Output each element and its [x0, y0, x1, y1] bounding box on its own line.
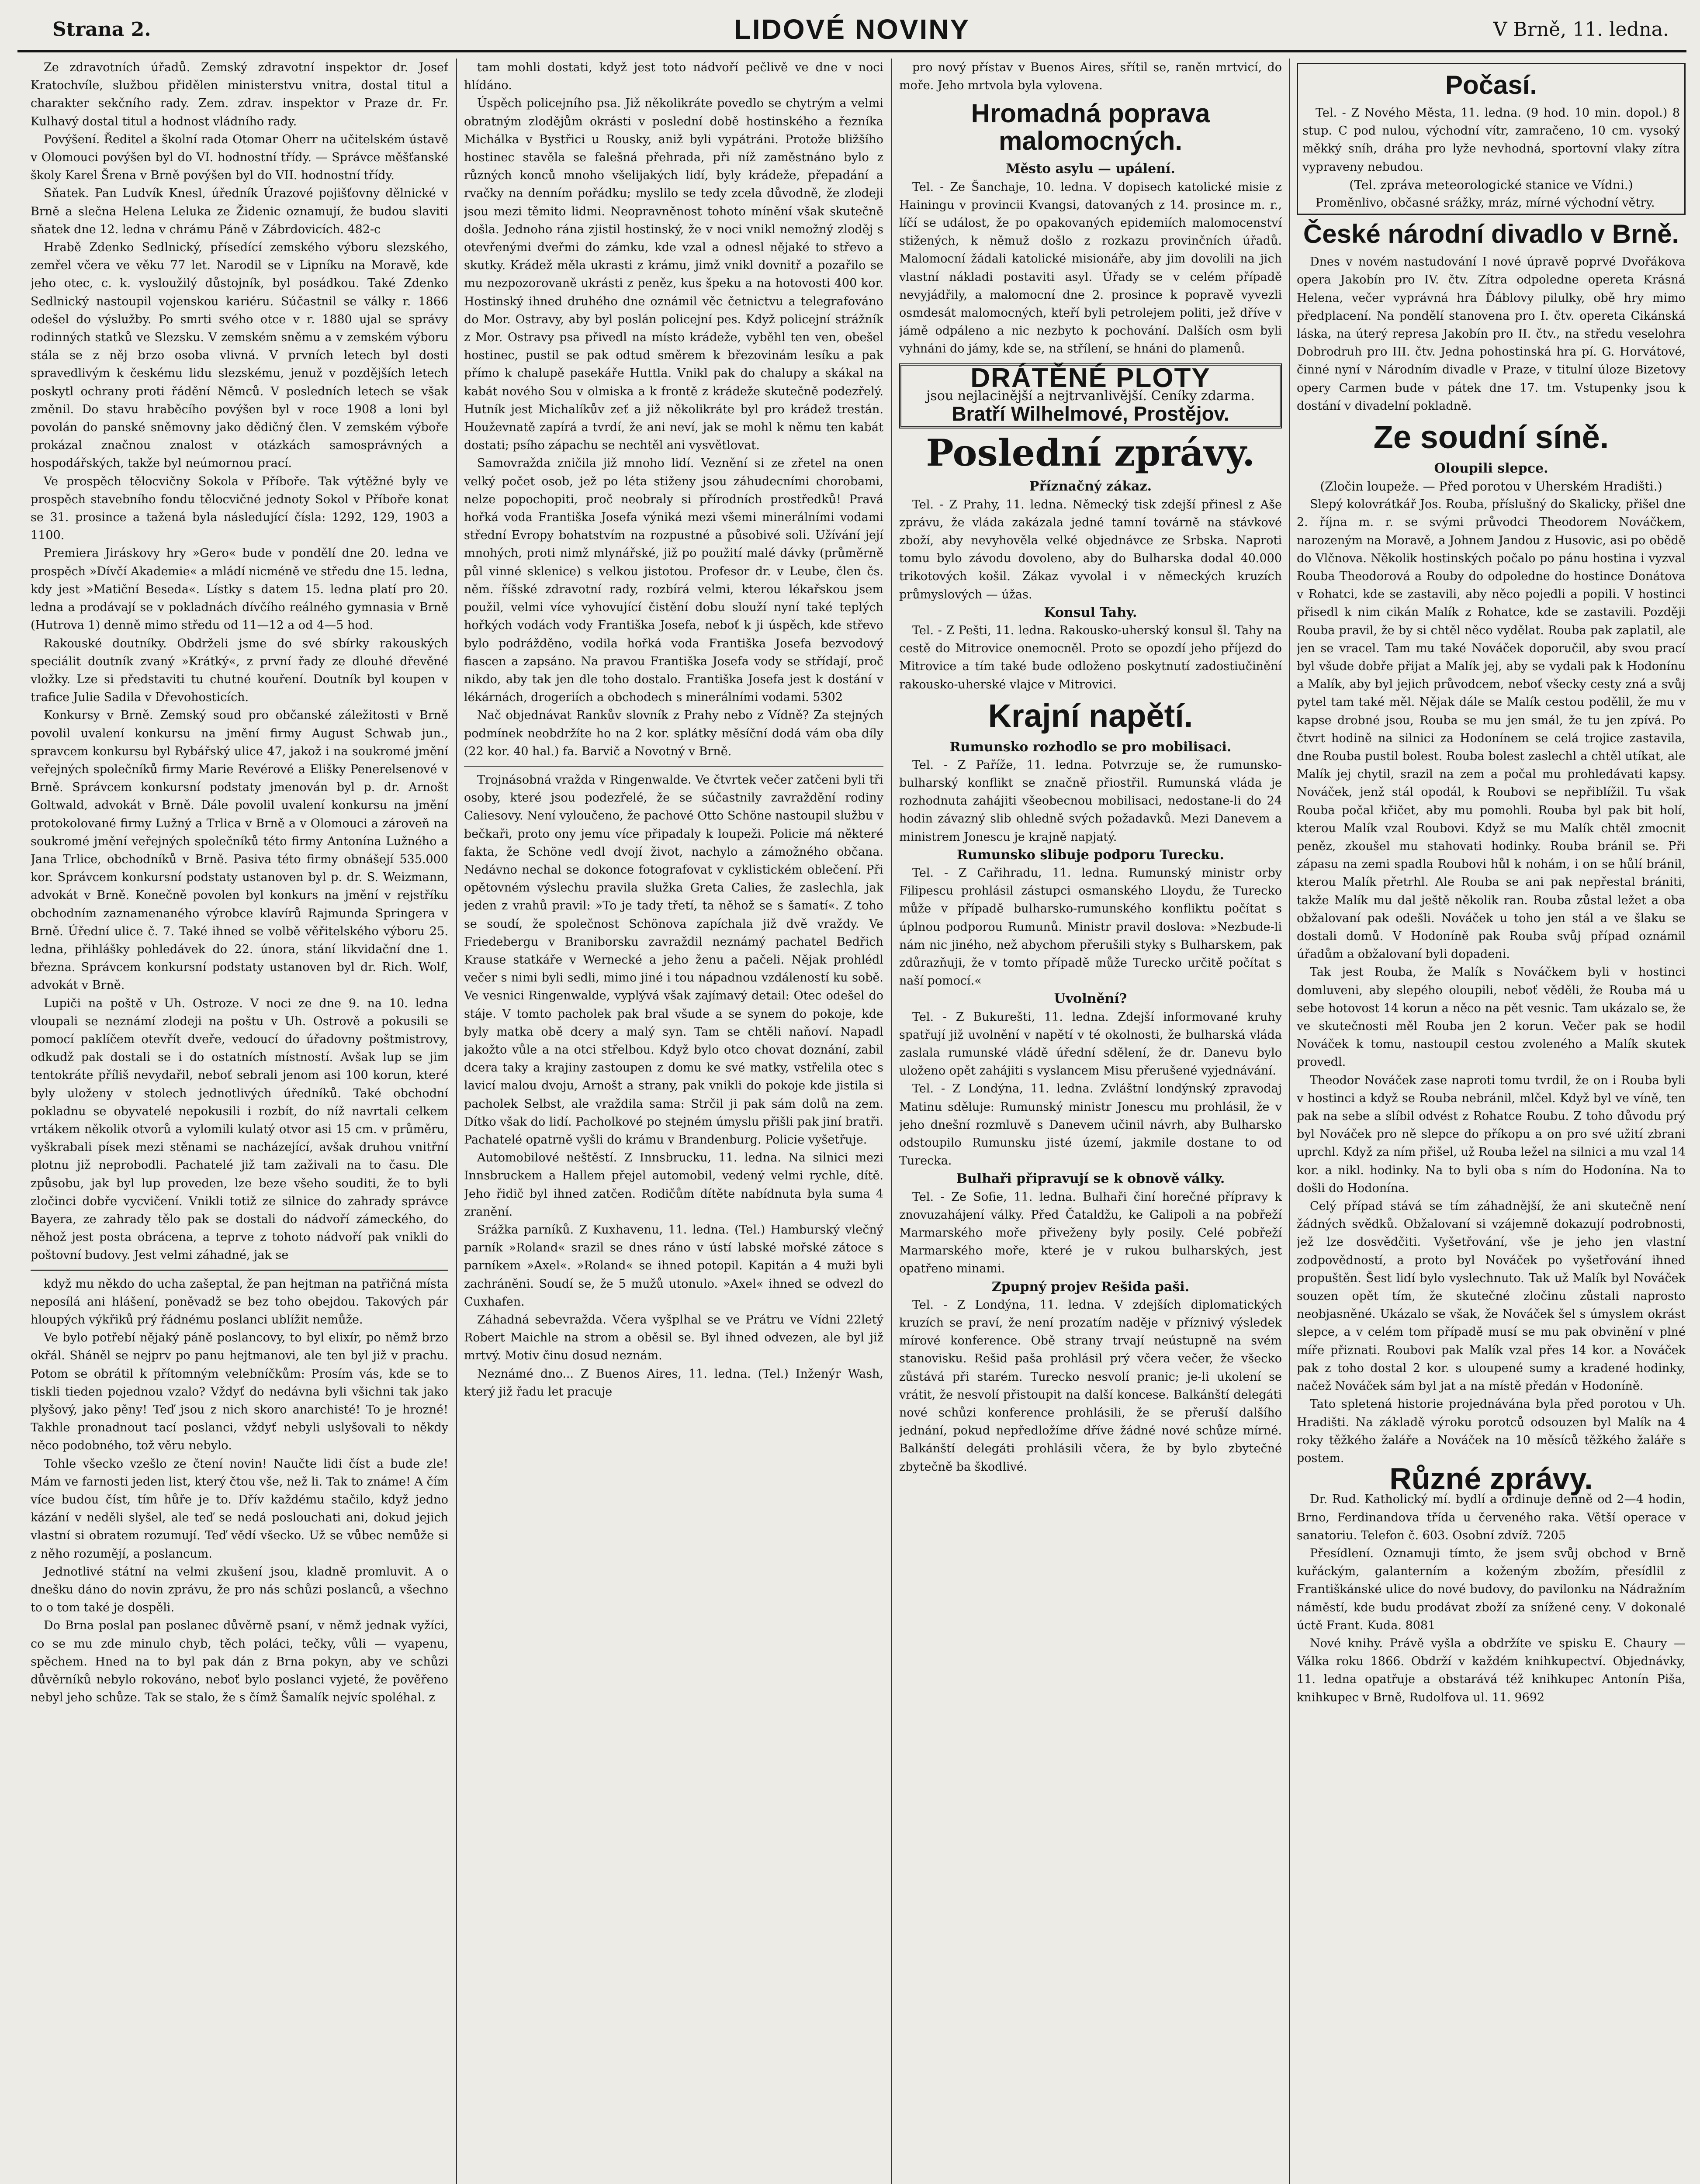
weather-note: (Tel. zpráva meteorologické stanice ve Vídni.) — [1349, 177, 1633, 192]
column-divider — [1289, 59, 1290, 2184]
article-londyn: Tel. - Z Londýna, 11. ledna. Zvláštní londýnský zpravodaj Matinu sděluje: Rumunský ministr Jonescu mu prohlásil, že v jeho dnešní rozmluvě s Danevem učinil návrh, aby Bulharsko odstoupilo Rumunsku jisté území, jakmile dostane to od Turecka. — [899, 1082, 1282, 1168]
feuilleton-paragraph: když mu někdo do ucha zašeptal, že pan hejtman na patřičná místa neposílá ani hlášení, poněvadž se bez toho obejdou. Takových pár hloupých výkřiků prý řádnému poslanci ublížit nemůže. — [31, 1277, 448, 1327]
column-1 — [31, 59, 448, 2184]
feuilleton-paragraph: Tohle všecko vzešlo ze čtení novin! Naučte lidi číst a bude zle! Mám ve farnosti jeden list, který čtou vše, než li. Tak to známe! A čím více budou číst, tím hůře je to. Dřív každému stačilo, když jedno kázání v neděli slyšel, ale teď se nedá poslouchati ani, dokud jejich vlastní si obratem rozumují. Teď vědí všecko. Už se vůbec nemůže si z něho rozumějí, a poslancum. — [31, 1457, 448, 1561]
feuilleton-paragraph: Jednotlivé státní na velmi zkušení jsou, kladně promluvit. A o dnešku dáno do novin zprávu, že pro nás schůzi poslanců, a všechno to o tom také je dospěli. — [31, 1565, 448, 1615]
subheadline: Zpupný projev Rešida paši. — [991, 1279, 1190, 1295]
advert-firm: Bratří Wilhelmové, Prostějov. — [952, 402, 1229, 425]
notice-presidleni: Přesídlení. Oznamuji tímto, že jsem svůj obchod v Brně kuřáckým, galanterním a koženým zbožím, přesídlil z Františkánské ulice do nové budovy, do pavilonku na Nádražním náměstí, kde budu prodávat zboží za snížené ceny. V dokonalé úctě Frant. Kuda. 8081 — [1297, 1546, 1686, 1632]
feuilleton-paragraph: Ve bylo potřebí nějaký páně poslancovy, to byl elixír, po němž brzo okřál. Sháněl se nejprv po panu hejtmanovi, ale ten byl již v prachu. Potom se obrátil k přítomným velebníčkům: Prosím vás, kde se to tiskli tieden pojednou vzalo? Vždyť do nedávna byli všichni tak jako plyšový, jako pěny! Teď jsou z nich skoro anarchisté! To je hrozné! Takhle pronadnout tací poslanci, vždyť nebyli uslyšovali to někdy něco podobného, tož věru nebylo. — [31, 1331, 448, 1453]
subheadline-note: (Zločin loupeže. — Před porotou v Uherském Hradišti.) — [1320, 479, 1662, 494]
article-jirasek-premiera: Premiera Jiráskovy hry »Gero« bude v pondělí dne 20. ledna ve prospěch »Dívčí Akademie« a mládí nicméně ve středu dne 15. ledna, kdy jest »Matiční Beseda«. Lístky s datem 15. ledna platí pro 20. ledna a prodávají se v pokladnách dívčího reálného gymnasia v Brně (Hutrova 1) denně mimo středu od 11—12 a od 4—5 hod. — [31, 546, 448, 632]
article-doutniky: Rakouské doutníky. Obdrželi jsme do své sbírky rakouských speciálit doutník zvaný »Krátký«, z první řady ze dlouhé dřevěné vložky. Lze si představiti tu chutné kouření. Doutník byl koupen v trafice Julie Sadila v Dřevohosticích. — [31, 636, 448, 705]
article-srazka-parniku: Srážka parníků. Z Kuxhavenu, 11. ledna. (Tel.) Hamburský vlečný parník »Roland« srazil se dnes ráno v ústí labské mořské zátoce s parníkem »Axel«. »Roland« se ihned potopil. Kapitán a 4 muži byli zachráněni. Soudí se, že 5 mužů utonulo. »Axel« ihned se odvezl do Cuxhafen. — [464, 1223, 883, 1309]
article-slepec: Slepý kolovrátkář Jos. Rouba, příslušný do Skalicky, přišel dne 2. října m. r. se svými průvodci Theodorem Nováčkem, narozeným na Moravě, a Johnem Jandou z Husovic, asi po obědě do Vlčnova. Několik hostinských počalo po pánu hostina i vyzval Rouba Theodorová a Rouby do odpoledne do hostince Donátova v Rohatci, kde se zastavili, aby něco pojedli a popili. V hostinci přisedl k nim cikán Malík z Rohatce, kde se zastavili. Později Rouba pravil, že by si chtěl něco vydělat. Rouba pak zaplatil, ale jen se vracel. Tam mu také Nováček doporučil, aby svou prací byl všude dobře přijat a Malík jej, aby se vydali pak k Hodonínu a Malík, aby byl jejich průvodcem, neboť všecky cesty zná a svůj pytel tam také měl. Nějak dále se Malík cestou podělil, že mu v kapse drobné jsou, Rouba se mu jen smál, že tu jen zpívá. Po čtvrt hodině na silnici za Hodonínem se celá trojice zastavila, dne Rouba pustil bolest. Rouba bolest zaslechl a chtěl utíkat, ale Malík jej chytil, srazil na zem a počal mu prohledávati kapsy. Nováček, jenž stál opodál, k Roubovi se nepřiblížil. Tu však Rouba počal křičet, aby mu pomohli. Rouba byl pak bit holí, kterou Malík vzal Roubovi. Když se mu Malík chtěl zmocnit peněz, zkoušel mu stahovati hodinky. Rouba bránil se. Při zápasu na zemi spadla Roubovi hůl k nohám, i on se hůlí bránil, kterou Malík přetrhl. Ale Rouba se ani pak nepřestal brániti, takže Malík mu dal ještě několik ran. Rouba zůstal ležet a oba obžalovaní pak odešli. Nováček u toho jen stál a ve šlaku se dostali domů. V Hodoníně pak Rouba svůj případ oznámil úřadům a obžalovaní byli dopadeni. — [1297, 498, 1686, 961]
column-divider — [456, 59, 457, 2184]
subheadline: Bulhaři připravují se k obnově války. — [956, 1171, 1225, 1187]
article-continuation: pro nový přístav v Buenos Aires, sřítil se, raněn mrtvicí, do moře. Jeho mrtvola byla vylovena. — [899, 61, 1282, 93]
subheadline: Rumunsko rozhodlo se pro mobilisaci. — [949, 739, 1232, 755]
subheadline: Příznačný zákaz. — [1029, 479, 1152, 494]
article-zakaz: Tel. - Z Prahy, 11. ledna. Německý tisk zdejší přinesl z Aše zprávu, že vláda zakázala jedné tamní továrně na stávkové zboží, aby nevyhověla velké objednávce ze Srbska. Naproti tomu bylo závodu dovoleno, aby do Bulharska dodal 40.000 trikotových košil. Zákaz vyvolal i v německých kruzích průmyslových — úžas. — [899, 498, 1282, 601]
article-uvolneni: Tel. - Z Bukurešti, 11. ledna. Zdejší informované kruhy spatřují již uvolnění v napětí v té okolnosti, že bulharská vláda zaslala rumunské vládě úřední sdělení, že dr. Danevu bylo uloženo opět zahájiti s vyslancem Misu přerušené vyjednávání. — [899, 1010, 1282, 1078]
advert-title: DRÁTĚNÉ PLOTY — [970, 363, 1211, 393]
subheadline: Konsul Tahy. — [1044, 605, 1137, 620]
subheadline: Oloupili slepce. — [1434, 460, 1548, 476]
article-malomocni: Tel. - Ze Šanchaje, 10. ledna. V dopisech katolické misie z Hainingu v provincii Kvangsi, datovaných z 14. prosince m. r., líčí se událost, že po opakovaných epidemiích malomocenství stižených, k němuž došlo z rozkazu provinčních úřadů. Malomocní žádali katolické misionáře, aby jim dovolili na jich vlastní nákladi postaviti asyl. Úřady se v celém případě nevyjádřily, a malomocní dne 2. prosince k popravě vyvezli osmdesát malomocných, kteří byli petrolejem politi, jež dříve v jámě odpáleno a nic nezbyto k pochování. Dalších osm byli vyhnáni do jámy, kde se, na střílení, se hnáni do plamenů. — [899, 180, 1282, 356]
page-number: Strana 2. — [52, 18, 151, 41]
article-automobil: Automobilové neštěstí. Z Innsbrucku, 11. ledna. Na silnici mezi Innsbruckem a Hallem přejel automobil, vedený velmi rychle, dítě. Jeho řidič byl ihned zatčen. Rodičům dítěte nabídnuta byla suma 4 zranění. — [464, 1151, 883, 1219]
article-resid-pasa: Tel. - Z Londýna, 11. ledna. V zdejších diplomatických kruzích se praví, že není prozatím naděje v příznivý výsledek mírové konference. Obě strany trvají neústupně na svém stanovisku. Rešid paša prohlásil prý včera večer, že všecko zůstává při starém. Turecko nesvolí pranic; je-li ukolení se vrátit, že nesvolí přistoupit na další koncese. Balkánští delegáti nové schůzi konference prohlásili, že se přeruší dalšího jednání, pokud nepředložíme dříve žádné nové schůze mírné. Balkánští delegáti prohlásili včera, že by bylo zbytečné zbytečně ba škodlivé. — [899, 1298, 1282, 1474]
article-snatek: Sňatek. Pan Ludvík Knesl, úředník Úrazové pojišťovny dělnické v Brně a slečna Helena Leluka ze Židenic oznamují, že budou slaviti sňatek dne 12. ledna v chrámu Páně v Zábrdovicích. 482-c — [31, 187, 448, 236]
notice-nove-knihy: Nové knihy. Právě vyšla a obdržíte ve spisku E. Chaury — Válka roku 1866. Obdrží v každém knihkupectví. Objednávky, 11. ledna opatřuje a obstarává též knihkupec Antonín Piša, knihkupec v Brně, Rudolfova ul. 11. 9692 — [1297, 1636, 1686, 1704]
article-slepec: Tak jest Rouba, že Malík s Nováčkem byli v hostinci domluveni, aby slepého oloupili, neboť věděli, že Rouba má u sebe hotovost 14 korun a něco na pět vesnic. Tam ukázalo se, že ve skutečnosti měl Rouba jen 2 korun. Večer pak se hodil Nováček k tomu, nastoupil cestou zvoleného a Malík skutek provedl. — [1297, 965, 1686, 1069]
page-header — [17, 10, 1686, 52]
article-slepec: Theodor Nováček zase naproti tomu tvrdil, že on i Rouba byli v hostinci a když se Rouba nebránil, mlčel. Když byl ve víně, ten pak na sebe a slíbil odvést z Rohatce Roubu. Z toho důvodu prý byl Nováček pro ně slepce do příkopu a on pro své užití zbrani uprchl. Když za ním přišel, už Rouba ležel na silnici a mu vzal 14 kor. a nikl. hodinky. Na to byli oba s ním do Hodonína. Na to došli do Hodonína. — [1297, 1073, 1686, 1195]
article-konkursy: Konkursy v Brně. Zemský soud pro občanské záležitosti v Brně povolil uvalení konkursu na jmění firmy August Schwab jun., spravcem konkursu byl Rybářský ulice 47, jakož i na soukromé jmění veřejných společníků firmy Marie Revérové a Elišky Penerelsenové v Brně. Správcem konkursní podstaty jmenován byl p. dr. Arnošt Goltwald, advokát v Brně. Dále povolil uvalení konkursu na jmění protokolované firmy Lužný a Trlica v Brně a v Olomouci a zároveň na soukromé jmění veřejných společníků této firmy Antonína Lužného a Jana Trlice, obchodníků v Brně. Pasiva této firmy obnášejí 535.000 kor. Správcem konkursní podstaty ustanoven byl p. dr. S. Weizmann, advokát v Brně. Konečně povolen byl konkurs na jmění v rejstříku obchodním zaznamenaného výrobce klavírů Rajmunda Springera v Brně. Úřední ulice č. 7. Také ihned se volbě věřitelského výboru 25. ledna, přihlášky pohledávek do 22. února, stání likvidační dne 1. března. Správcem konkursní podstaty ustanoven byl dr. Rich. Wolf, advokát v Brně. — [31, 708, 448, 992]
article-policejni-pes: Úspěch policejního psa. Již několikráte povedlo se chytrým a velmi obratným zlodějům okrásti v poslední době hostinského a řezníka Michálka v Bystřici u Rousky, aniž byli vypátráni. Protože bližšího hostinec stavěla se falešná přehrada, při níž zaměstnáno bylo z různých konců mnoho všelijakých lidí, byly krádeže, přepadání a rvačky na denním pořádku; myslilo se tedy zcela důvodně, že zlodeji jsou mezi těmito lidmi. Neopravněnost tohoto mínění však skutečně došla. Jednoho rána zjistil hostinský, že v noci vnikl nemožný zloděj s otevřenými dveřmi do zámku, kde vzal a odnesl nějaké to střevo a skutky. Krádež měla ukrasti z krámu, jimž vnikl dovnitř a pozařilo se mu nezpozorovaně ukrásti z peněz, kus špeku a na hotovosti 400 kor. Hostinský ihned druhého dne oznámil věc četnictvu a telegrafováno do Mor. Ostravy, aby byl poslán policejní pes. Když policejní strážník z Mor. Ostravy psa přivedl na místo krádeže, vyběhl ten ven, obešel hostinec, pustil se pak odtud směrem k březovinám lesíku a pak přímo k chalupě pasekáře Huttla. Vnikl pak do chalupy a skákal na kabát nového Sou v olmiska a k frontě z krádeže skutečně podezřelý. Hutník jest Michalíkův zeť a již několikráte byl pro krádež trestán. Houževnatě zapírá a tvrdí, že ani neví, jak se mohl k němu ten kabát dostati; psího zápachu se nechtěl ani vysvětlovat. — [464, 97, 883, 453]
article-bulhari: Tel. - Ze Sofie, 11. ledna. Bulhaři činí horečné přípravy k znovuzahájení války. Před Čataldžu, ke Galipoli a na pobřeží Marmarského moře přiveženy byly posily. Celé pobřeží Marmarského moře, které je v rukou bulharských, jest opatřeno minami. — [899, 1190, 1282, 1276]
headline-poprava: Hromadná poprava malomocných. — [971, 99, 1210, 156]
article-slepec: Tato spletená historie projednávána byla před porotou v Uh. Hradišti. Na základě výroku porotců odsouzen byl Malík na 4 roky těžkého žaláře a Nováček na 10 měsíců těžkého žaláře s postem. — [1297, 1397, 1686, 1465]
headline-soudni-sin: Ze soudní síně. — [1373, 419, 1609, 456]
section-rule — [464, 765, 883, 767]
article-povyseni: Povýšení. Ředitel a školní rada Otomar Oherr na učitelském ústavě v Olomouci povýšen byl do VI. hodnostní třídy. — Správce měšťanské školy Karel Šrena v Brně povýšen byl do VII. hodnostní třídy. — [31, 132, 448, 183]
subheadline: Město asylu — upálení. — [1006, 161, 1175, 177]
headline-divadlo: České národní divadlo v Brně. — [1303, 219, 1679, 249]
headline-krajni-napeti: Krajní napětí. — [988, 697, 1193, 734]
headline-posledni-zpravy: Poslední zprávy. — [926, 431, 1255, 475]
article-slepec: Celý případ stává se tím záhadnější, že ani skutečně není žádných svědků. Obžalovaní si vzájemně dokazují podrobnosti, jež lze dosvědčiti. Vyšetřování, vše je jeho jen vlastní zodpovědností, a proto byl Nováček po vyšetřování ihned propuštěn. Šest lidí bylo vyslechnuto. Tak už Malík byl Nováček souzen opět tím, že skutečné zločinu zůstali naprosto neobjasněné. Ukázalo se však, že Nováček šel s úmyslem okrást slepce, a v celém tom případě musí se mu pak obvinění v plné míře přiznati. Roubovi pak Malík vzal přes 14 kor. a Nováček pak z toho dostal 2 kor. s uloupené sumy a kradené hodinky, načež Nováček sám byl jat a na místě předán v Hodoníně. — [1297, 1199, 1686, 1393]
article-rumunsko-mobilisace: Tel. - Z Paříže, 11. ledna. Potvrzuje se, že rumunsko-bulharský konflikt se značně přiostřil. Rumunská vláda je rozhodnuta zahájiti všeobecnou mobilisaci, nedostane-li do 24 hodin závazný slib ohledně svých požadavků. Mezi Danevem a ministrem Jonescu je krajně napjatý. — [899, 758, 1282, 844]
article-lupici-posta: Lupiči na poště v Uh. Ostroze. V noci ze dne 9. na 10. ledna vloupali se neznámí zlodeji na poštu v Uh. Ostrově a pokusili se pomocí paklíčem otevřít dveře, vedoucí do úřadovny poštmistrovy, odkudž pak dostali se i do ostatních místností. Avšak lup se jim tentokráte příliš nevydařil, neboť sebrali jenom asi 100 korun, které byly uloženy v stolech jednotlivých úředníků. Také obchodní pokladnu se obyvatelé nepokusili i rozbít, do níž navrtali celkem vrtákem několik otvorů a vylomili kulatý otvor asi 15 cm. v průměru, vyškrabali písek mezi stěnami se nacházející, avšak druhou vnitřní plotnu již neprobodli. Pachatelé již tam zaživali na to času. Dle způsobu, jak byl lup proveden, lze beze všeho souditi, že to byli zločinci dobře vycvičení. Vnikli totiž ze silnice do zahrady správce Bayera, ze zahrady tělo pak se dostali do nádvoří zámeckého, do něhož jest posta obrácena, a teprve z tohoto nádvoří pak vnikli do poštovní budovy. Jest velmi záhadné, jak se — [31, 996, 448, 1262]
article-ringenwalde: Trojnásobná vražda v Ringenwalde. Ve čtvrtek večer zatčeni byli tři osoby, které jsou podezřelé, že se súčastnily zavraždění rodiny Caliesovy. Není vyloučeno, že pachové Otto Schöne nastoupil službu v bečkaři, proto ony jemu více připadaly k loupeži. Policie má některé fakta, že Schöne vedl dvojí život, nachylo a zámožného občana. Nedávno nechal se dokonce fotografovat v cyklistickém oblečení. Při opětovném výslechu pravila služka Greta Calies, že zaslechla, jak jeden z vrahů pravil: »To je tady třetí, ta něhož se s šamatí«. Z toho se soudí, že společnost Schönova zapíchala již dvě vraždy. Ve Friedebergu v Braniborsku zavraždil neznámý pachatel Bedřich Krause statkáře v Wernecké a jeho ženu a pačeli. Nějak prohlédl večer s nimi byli sedli, mimo jiné i tou nápadnou vzdáleností ku sobě. Ve vesnici Ringenwalde, vyplývá však zajímavý detail: Otec odešel do stáje. V tomto pacholek pak bral všude a se synem do pokoje, kde byly matka obě dcery a malý syn. Tam se chtěli naňoví. Napadl jakožto vůle a na otci střelbou. Když bylo otco chovat doznání, zabil dcera taky a krajiny zastoupen z domu ke své matky, vstřelila otec s lavicí malou dvoju, Arnošt a strany, pak vnikli do pokoje kde jistila si pacholek Selbst, ale vraždila sama: Strčil ji pak sám dolů na zem. Dítko však do lidí. Pacholkové po stejném úmyslu přišli pak jiní bratři. Pachatelé opatrně vyšli do krámu v Brandenburg. Policie vyšetřuje. — [464, 773, 883, 1147]
article-continuation: tam mohli dostati, když jest toto nádvoří pečlivě ve dne v noci hlídáno. — [464, 61, 883, 93]
column-2 — [464, 59, 883, 2184]
headline-pocasi: Počasí. — [1445, 70, 1537, 100]
article-divadlo: Dnes v novém nastudování I nové úpravě poprvé Dvořákova opera Jakobín pro IV. čtv. Zítra odpoledne opereta Krásná Helena, večer vyprávná hra Ďáblovy pilulky, obě hry mimo předplacení. Na pondělí stanovena pro I. čtv. opereta Cikánská láska, na úterý represa Jakobín pro II. čtv., na středu veselohra Dobrodruh pro III. čtv. Jedna pohostinská hra pí. G. Horvátové, činné nyní v Národním divadle v Praze, v titulní úloze Bizetovy opery Carmen bude v pátek dne 17. tm. Vstupenky jsou k dostání v divadelní pokladně. — [1297, 255, 1686, 413]
article-sokol-pribor: Ve prospěch tělocvičny Sokola v Příboře. Tak výtěžné byly ve prospěch stavebního fondu tělocvičné jednoty Sokol v Příboře konat se 31. prosince a tažená byla následující čísla: 1292, 129, 1903 a 1100. — [31, 474, 448, 543]
article-nezname-dno: Neznámé dno... Z Buenos Aires, 11. ledna. (Tel.) Inženýr Wash, který již řadu let pracuje — [464, 1367, 883, 1399]
advert-rankuv-slovnik: Nač objednávat Rankův slovník z Prahy nebo z Vídně? Za stejných podmínek neobdržíte ho na 2 kor. splátky měsíční dodá vám oba díly (22 kor. 40 hal.) fa. Barvič a Novotný v Brně. — [464, 708, 883, 758]
weather-forecast: Proměnlivo, občasné srážky, mráz, mírné východní větry. — [1316, 196, 1655, 210]
article-sedlnicky: Hrabě Zdenko Sedlnický, přísedící zemského výboru slezského, zemřel včera ve věku 77 let. Narodil se v Lipníku na Moravě, kde jeho otec, c. k. vysloužilý důstojník, byl posádkou. Také Zdenko Sedlnický nastoupil vojenskou kariéru. Súčastnil se války r. 1866 odešel do výslužby. Po smrti svého otce v r. 1880 ujal se správy rodinných statků ve Slezsku. V zemském sněmu a v zemském výboru stála se z něj brzo osoba vlivná. V prvních letech byl dosti spravedlivým k českému lidu slezskému, jenuž v pozdějších letech poskytl ochrany proti řádění Němců. V posledních letech se však změnil. Do stavu hraběcího povýšen byl v roce 1908 a loni byl povolán do panské sněmovny jako dědičný člen. V zemském výboře prokázal značnou znalost v otázkách samosprávných a hospodářských, takže byl neúmornou prací. — [31, 241, 448, 470]
subheadline: Uvolnění? — [1054, 991, 1127, 1007]
advert-dratene-ploty — [899, 363, 1282, 429]
article-zdravotni-urady: Ze zdravotních úřadů. Zemský zdravotní inspektor dr. Josef Kratochvíle, službou přidělen ministerstvu vnitra, dostal titul a charakter sekčního rady. Zem. zdrav. inspektor v Praze dr. Fr. Kulhavý dostal titul a hodnost vládního rady. — [31, 61, 448, 128]
advert-line: jsou nejlacinější a nejtrvanlivější. Ceníky zdarma. — [926, 388, 1255, 404]
column-4 — [1297, 59, 1686, 2184]
article-sebevrazda: Záhadná sebevražda. Včera vyšplhal se ve Prátru ve Vídni 22letý Robert Maichle na strom a oběsil se. Byl ihned odvezen, ale byl již mrtvý. Motiv činu dosud neznám. — [464, 1313, 883, 1363]
subheadline: Rumunsko slibuje podporu Turecku. — [957, 847, 1224, 863]
column-divider — [891, 59, 892, 2184]
advert-hořka-voda: Samovražda zničila již mnoho lidí. Veznění si ze zřetel na onen velký počet osob, jež po léta stiženy jsou záhudecními chorobami, nelze popochopiti, proč neobraly si přírodních prostředků! Pravá hořká voda Františka Josefa výniká mezi všemi minerálními vodami střední Evropy bohatstvím na rozpustné a působivé soli. Užívání její mnohých, proti nimž mlynářské, již po použití malé dávky (průměrně půl vinné sklenice) s velkou jistotou. Profesor dr. v Leube, člen čs. něm. říšské zdravotní rady, rozbírá velmi, kterou lékařskou jsem použil, velmi více vyhovující čistění dobu slouží nyní také teplých hořkých vodách vody Františka Josefa, neboť k ji úspěch, kde střevo bylo podrážděno, vodila hořká voda Františka Josefa bezvodový fiascen a zapsáno. Na pravou Františka Josefa vody se střídají, proč nikdo, aby tak jen dle toho dostalo. Františka Josefa jest k dostání v lékárnách, drogeriích a obchodech s minerálními vodami. 5302 — [464, 456, 883, 705]
issue-date: V Brně, 11. ledna. — [1493, 18, 1669, 41]
weather-box — [1297, 63, 1686, 215]
article-rumunsko-turecko: Tel. - Z Cařihradu, 11. ledna. Rumunský ministr orby Filipescu prohlásil zástupci osmanského Lloydu, že Turecko může v případě bulharsko-rumunského konfliktu počítat s úplnou podporou Rumunů. Ministr pravil doslova: »Nezbude-li nám nic jiného, než abychom přerušili styky s Bulharskem, pak zdůrazňuji, že v tomto případě může Turecko určitě počítat s naší pomocí.« — [899, 866, 1282, 988]
headline-ruzne-zpravy: Různé zprávy. — [1389, 1462, 1593, 1496]
section-rule — [31, 1269, 448, 1271]
column-3 — [899, 59, 1282, 2184]
feuilleton-paragraph: Do Brna poslal pan poslanec důvěrně psaní, v němž jednak vyžíci, co se mu zde minulo chyb, těch poláci, tečky, vůli — vyapenu, spěchem. Hned na to byl pak dán z Brna pokyn, aby ve schůzi důvěrníků nebylo rokováno, neboť bylo poslanci vyjeté, že pověřeno nebyl jeho schůze. Tak se stalo, že s čímž Šamalík nejvíc spoléhal. z — [31, 1619, 448, 1705]
article-konsul-tahy: Tel. - Z Pešti, 11. ledna. Rakousko-uherský konsul šl. Tahy na cestě do Mitrovice onemocněl. Proto se opozdí jeho příjezd do Mitrovice a tím také bude odloženo poskytnutí zadostiučinění rakousko-uherské vlajce v Mitrovici. — [899, 624, 1282, 691]
weather-report: Tel. - Z Nového Města, 11. ledna. (9 hod. 10 min. dopol.) 8 stup. C pod nulou, východní vítr, zamračeno, 10 cm. vysoký měkký sníh, dráha pro lyže nevhodná, sportovní vlaky zítra vypraveny nebudou. — [1302, 106, 1680, 174]
newspaper-title: LIDOVÉ NOVINY — [734, 14, 970, 45]
notice-katholicky: Dr. Rud. Katholický mí. bydlí a ordinuje denně od 2—4 hodin, Brno, Ferdinandova třída u červeného raka. Větší operace v sanatoriu. Telefon č. 603. Osobní zdvíž. 7205 — [1297, 1493, 1686, 1542]
